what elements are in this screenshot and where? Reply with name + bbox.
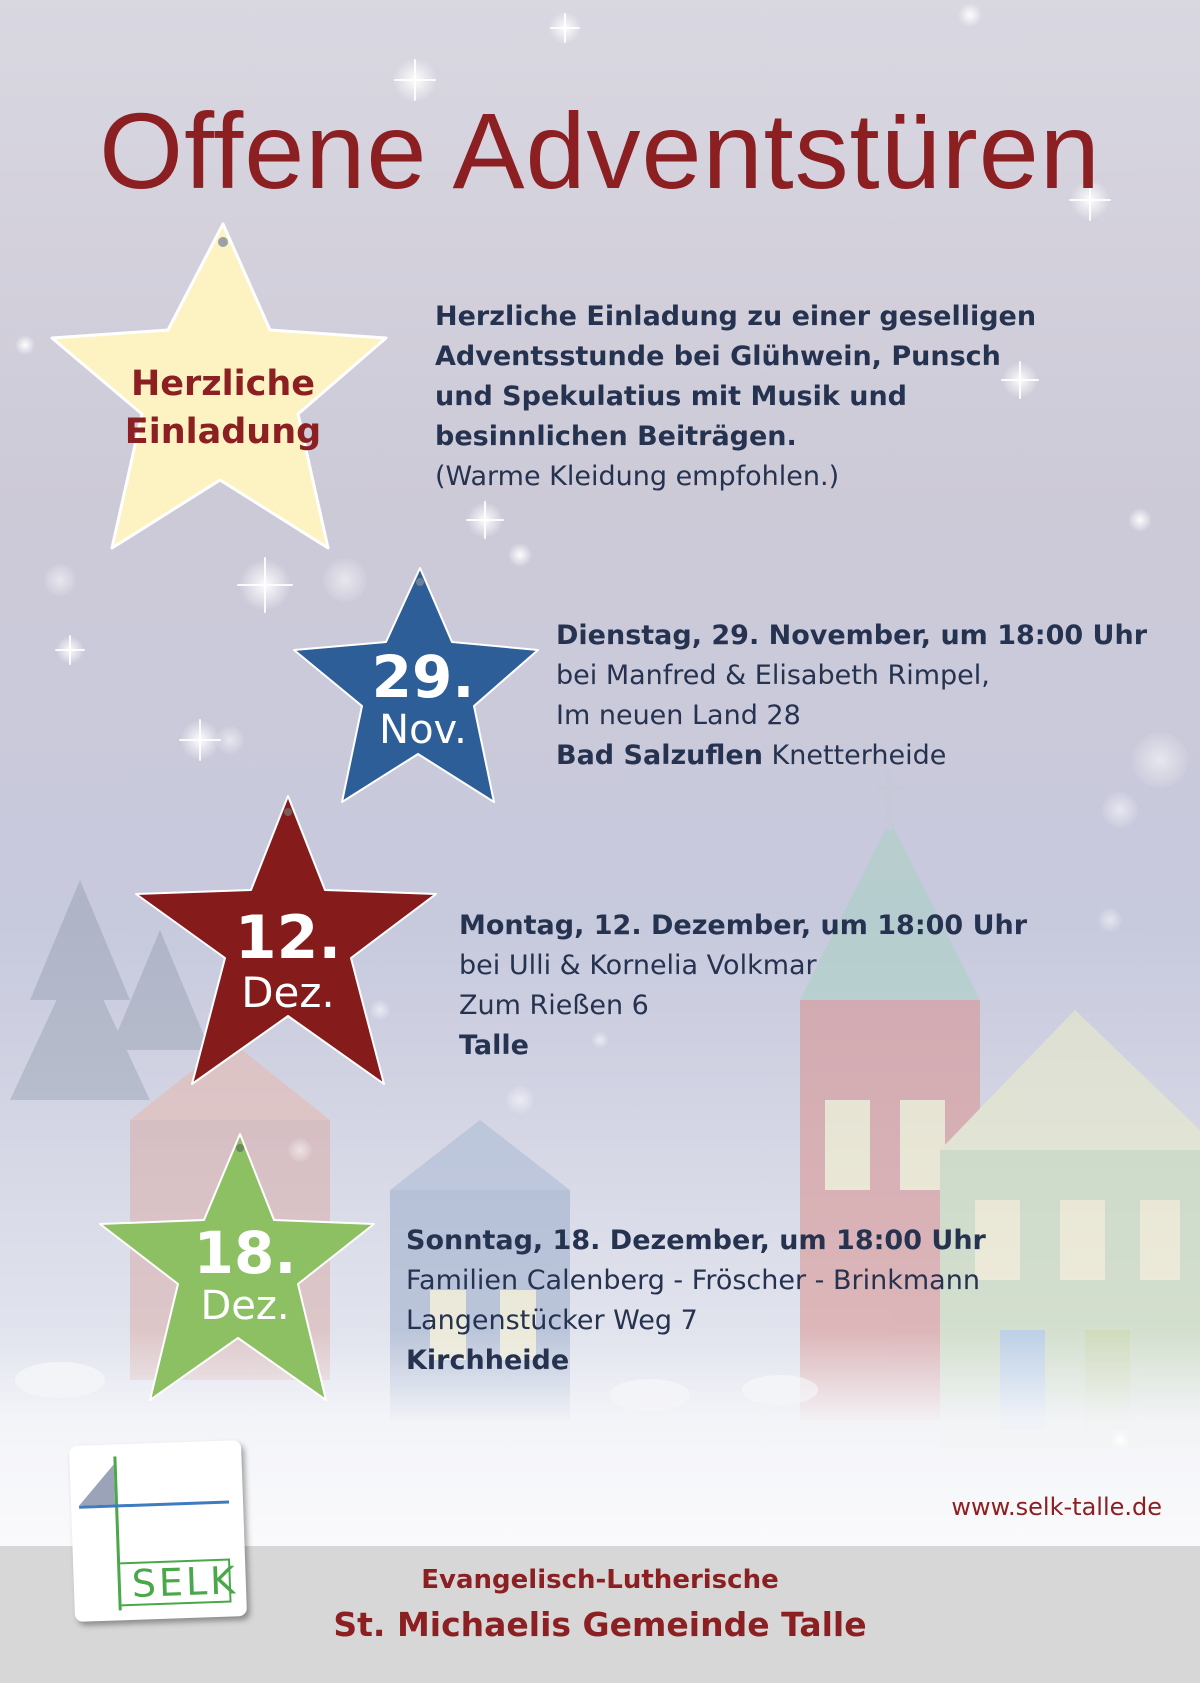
- event-2-place-town: Talle: [459, 1030, 529, 1061]
- event-1-place-district: Knetterheide: [762, 740, 947, 771]
- event-3-host: Familien Calenberg - Fröscher - Brinkmann: [406, 1265, 980, 1296]
- logo-text: SELK: [131, 1558, 239, 1606]
- event-2-date: [203, 903, 373, 1017]
- invitation-star-line2: Einladung: [124, 412, 322, 452]
- hanging-hole-icon: [416, 578, 424, 586]
- hanging-hole-icon: [218, 237, 228, 247]
- event-3-month: Dez.: [200, 1283, 290, 1329]
- selk-logo: [69, 1440, 247, 1622]
- event-2-month: Dez.: [241, 968, 335, 1017]
- event-3-date: [160, 1219, 330, 1329]
- event-2-place: [459, 1026, 1099, 1066]
- event-2-details: [459, 906, 1099, 1066]
- event-1-host: bei Manfred & Elisabeth Rimpel,: [556, 660, 990, 691]
- event-1-place: [556, 736, 1176, 776]
- invitation-line-3: und Spekulatius mit Musik und: [435, 381, 907, 412]
- event-3-place: [406, 1341, 1066, 1381]
- event-2-headline: Montag, 12. Dezember, um 18:00 Uhr: [459, 910, 1028, 941]
- event-3-day: 18.: [193, 1219, 297, 1287]
- page-title: Offene Adventstüren: [99, 90, 1101, 211]
- invitation-note: (Warme Kleidung empfohlen.): [435, 461, 840, 492]
- invitation-star-label: [98, 360, 348, 456]
- event-3-place-town: Kirchheide: [406, 1345, 570, 1376]
- event-1-month: Nov.: [379, 707, 467, 753]
- footer-church-type: Evangelisch-Lutherische: [421, 1565, 779, 1595]
- event-3-details: [406, 1221, 1066, 1381]
- event-1-date: [338, 643, 508, 753]
- event-1-headline: Dienstag, 29. November, um 18:00 Uhr: [556, 620, 1148, 651]
- event-2-day: 12.: [234, 903, 342, 973]
- invitation-line-2: Adventsstunde bei Glühwein, Punsch: [435, 341, 1001, 372]
- footer-church-name: St. Michaelis Gemeinde Talle: [333, 1605, 867, 1644]
- website-link[interactable]: www.selk-talle.de: [951, 1493, 1162, 1521]
- hanging-hole-icon: [284, 808, 292, 816]
- event-2-address: Zum Rießen 6: [459, 990, 649, 1021]
- invitation-line-4: besinnlichen Beiträgen.: [435, 421, 797, 452]
- event-1-address: Im neuen Land 28: [556, 700, 801, 731]
- hanging-hole-icon: [236, 1144, 244, 1152]
- invitation-text: [435, 297, 1055, 497]
- event-1-day: 29.: [371, 643, 475, 711]
- event-2-host: bei Ulli & Kornelia Volkmar: [459, 950, 817, 981]
- invitation-star-line1: Herzliche: [130, 364, 316, 404]
- event-3-headline: Sonntag, 18. Dezember, um 18:00 Uhr: [406, 1225, 986, 1256]
- event-3-address: Langenstücker Weg 7: [406, 1305, 698, 1336]
- event-1-details: [556, 616, 1176, 776]
- event-1-place-town: Bad Salzuflen: [556, 740, 763, 771]
- invitation-line-1: Herzliche Einladung zu einer geselligen: [435, 301, 1037, 332]
